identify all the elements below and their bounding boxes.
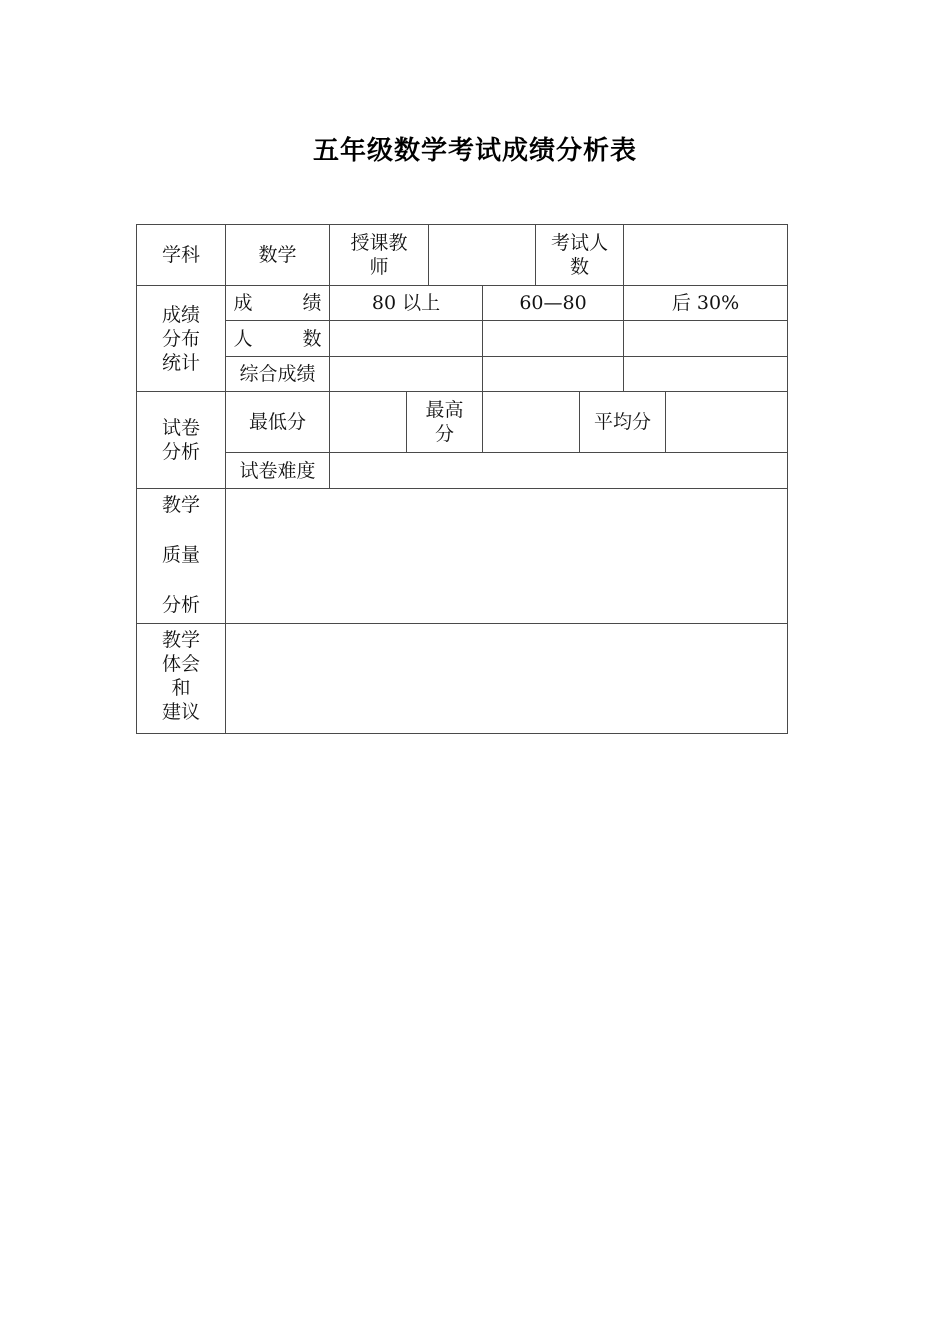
avg-score-label: 平均分 xyxy=(593,411,651,433)
suggestions-content[interactable] xyxy=(226,624,787,733)
people-value-80-above[interactable] xyxy=(330,321,482,356)
paper-section-label: 试卷 分析 xyxy=(161,417,200,463)
people-label: 人 数 xyxy=(233,327,322,350)
exam-count-value[interactable] xyxy=(624,225,787,285)
min-score-label: 最低分 xyxy=(248,411,306,433)
min-score-value[interactable] xyxy=(330,392,406,452)
score-label: 成 绩 xyxy=(233,292,322,314)
quality-analysis-label: 教学 质量 分析 xyxy=(161,494,200,616)
avg-score-value[interactable] xyxy=(666,392,787,452)
teacher-value[interactable] xyxy=(429,225,535,285)
table-border-right xyxy=(787,224,788,734)
composite-label: 综合成绩 xyxy=(239,363,316,385)
table-border-bottom xyxy=(136,733,788,734)
max-score-label: 最高 分 xyxy=(425,399,464,445)
teacher-label: 授课教 师 xyxy=(350,232,408,278)
header-60-80: 60—80 xyxy=(519,292,587,314)
difficulty-value[interactable] xyxy=(330,453,787,488)
people-value-bottom-30[interactable] xyxy=(624,321,787,356)
quality-analysis-content[interactable] xyxy=(226,489,787,623)
page-title: 五年级数学考试成绩分析表 xyxy=(312,136,637,166)
composite-value-80-above[interactable] xyxy=(330,357,482,391)
exam-count-label: 考试人 数 xyxy=(550,232,608,278)
suggestions-label: 教学 体会 和 建议 xyxy=(161,629,200,723)
distribution-section-label: 成绩 分布 统计 xyxy=(161,303,200,374)
people-value-60-80[interactable] xyxy=(483,321,623,356)
header-80-above: 80 以上 xyxy=(371,292,441,314)
difficulty-label: 试卷难度 xyxy=(239,459,316,482)
composite-value-60-80[interactable] xyxy=(483,357,623,391)
composite-value-bottom-30[interactable] xyxy=(624,357,787,391)
subject-value[interactable]: 数学 xyxy=(258,244,297,266)
header-bottom-30: 后 30% xyxy=(671,292,740,314)
max-score-value[interactable] xyxy=(483,392,579,452)
subject-label: 学科 xyxy=(161,244,200,266)
